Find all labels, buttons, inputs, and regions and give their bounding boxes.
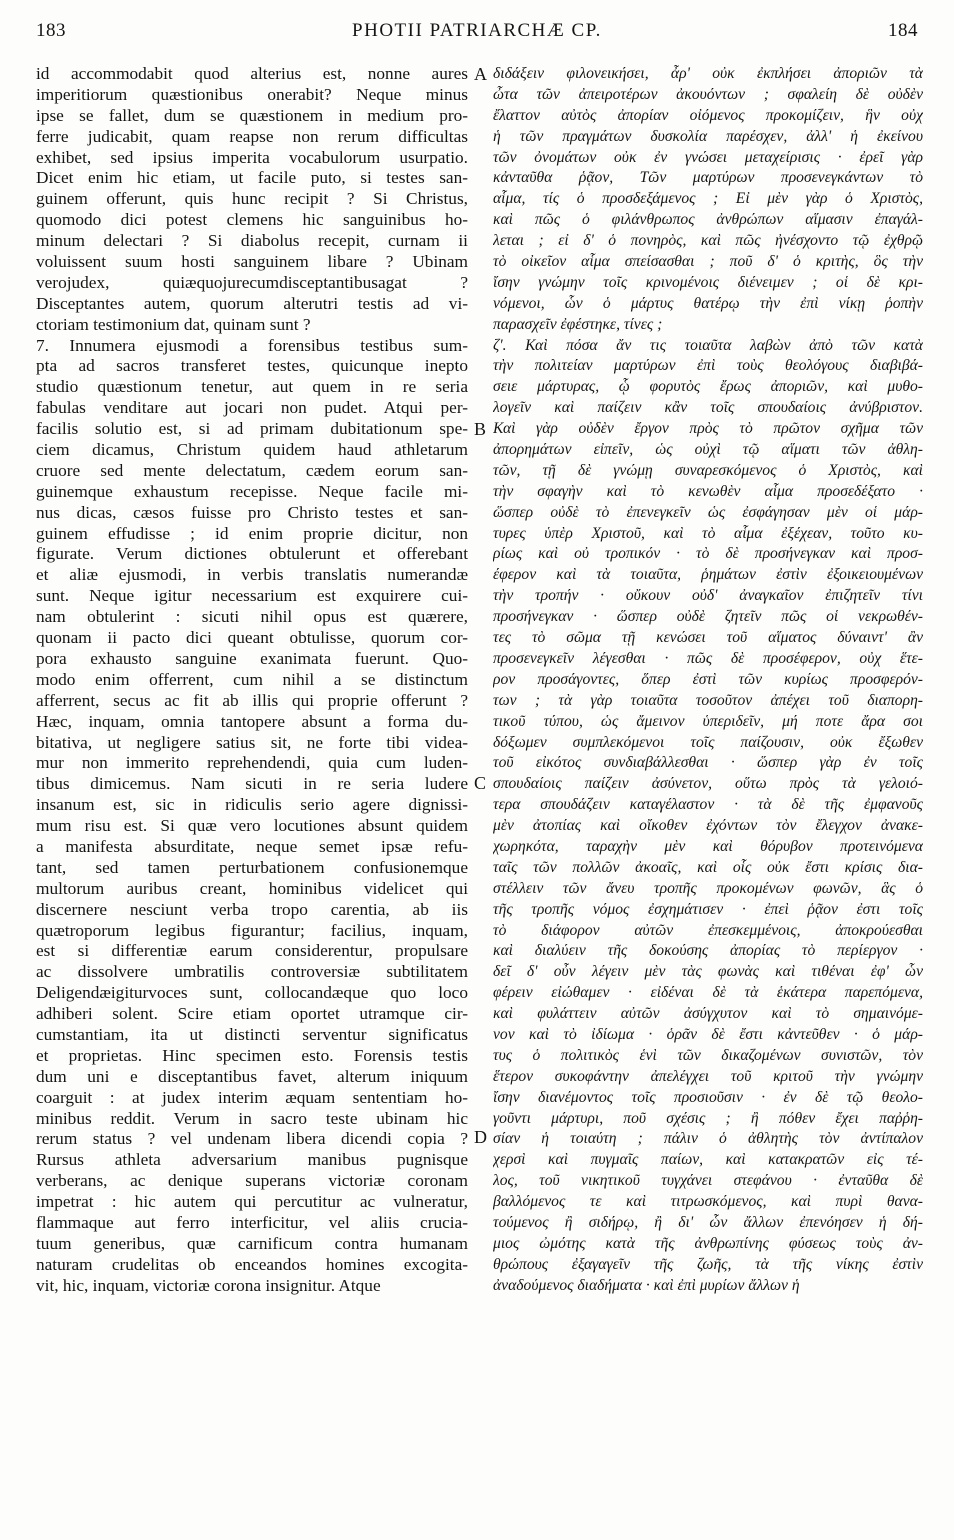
text-line: ἴσην διανέμοντος τοῖς προσιοῦσιν · ἐν δὲ τῷ θεολο-	[493, 1088, 923, 1106]
section-marker-d: D	[474, 1127, 487, 1147]
text-line: σειε μάρτυρας, ᾧ φορυτὸς ἔρως ἀποριῶν, καὶ μυθο-	[493, 378, 923, 396]
text-line: τικοῦ τύπου, ὡς ἄμεινον ὑπεριδεῖν, μή ποτε ἄρα σοι	[493, 712, 923, 730]
text-line: ipse se fallet, dum se quæstionem in medium pro-	[36, 105, 468, 125]
text-line: δόξωμεν συμπλεκόμενοι τοῖς παίζουσιν, οὐκ ἔξωθεν	[493, 733, 923, 751]
text-line: mur non immerito reprehendendi, quia cum luden-	[36, 753, 468, 773]
text-line: afferrent, secus ac fit ab illis qui proprie offerunt ?	[36, 690, 468, 710]
text-line: προσήνεγκαν · ὥσπερ οὐδὲ ζητεῖν πῶς οἱ νεκρωθέν-	[493, 608, 923, 626]
text-line: παρασχεῖν ἐφέστηκε, τίνες ;	[493, 315, 663, 333]
text-line: coarguit : at judex interim æquam sententiam ho-	[36, 1087, 468, 1107]
text-line: insanum est, sic in ridiculis serio agere dignissi-	[36, 795, 468, 815]
text-line: mum risu est. Si quæ vero locutiones absunt quidem	[36, 816, 468, 836]
text-line: cruore sed mente delectatum, cædem eorum san-	[36, 460, 468, 480]
text-line: βαλλόμενος τε καὶ τιτρωσκόμενος, καὶ πυρὶ θανα-	[493, 1193, 923, 1211]
text-line: modo enim offerrent, cum nihil a se distinctum	[36, 669, 468, 689]
text-line: τὸ διάφορον αὐτῶν ἐπεσκεμμένοις, ἀποκρούεσθαι	[493, 921, 923, 939]
text-line: τερα σπουδάζειν καταγέλαστον · τὰ δὲ τῆς ἐμφανοῦς	[493, 796, 923, 814]
text-line: ρον προσάγοντες, ὅπερ ἐστὶ τῶν κυρίως προσφερόν-	[493, 670, 923, 688]
text-line: quætroporum legibus figurantur; facilius, inquam,	[36, 920, 468, 940]
text-line: naturam crudelitas ob enceandos homines excogita-	[36, 1254, 468, 1274]
greek-column	[493, 64, 923, 1297]
text-line: ac dissolvere umbratilis controversiæ subtilitatem	[36, 962, 468, 982]
text-line: quonam ii pacto dici queant obtulisse, quorum cor-	[36, 628, 468, 648]
text-line: ἡ τῶν πραγμάτων δυσκολία παρέσχεν, ἀλλ' ἡ ἐκείνου	[493, 127, 923, 145]
text-line: ταῖς τῶν πολλῶν ἀκοαῖς, καὶ οἷς οὐκ ἔστι κρίσις δια-	[493, 858, 923, 876]
right-page-number: 184	[888, 20, 918, 41]
text-line: καὶ φυλάττειν αὐτῶν ἀσύγχυτον καὶ τὸ σημαινόμε-	[493, 1005, 923, 1023]
text-line: τοῦ εἰκότος συνδιαβάλλεσθαι · ὥσπερ γὰρ ἐν τοῖς	[493, 754, 923, 772]
text-line: ciem dicamus, Christum quidem haud athletarum	[36, 440, 468, 460]
text-line: ἀπορημάτων εἰπεῖν, ὡς οὐχὶ τῷ αἵματι τῶν ἀθλη-	[493, 441, 923, 459]
text-line: minum delectari ? Si diabolus recepit, curnam ii	[36, 231, 468, 251]
text-line: ζ'. Καὶ πόσα ἄν τις τοιαῦτα λαβὼν ἀπὸ τῶν κατὰ	[493, 336, 923, 354]
text-line: ἕτερον συκοφάντην ἀπελέγχει τοῦ κριτοῦ τὴν γνώμην	[493, 1067, 923, 1085]
text-line: a manifesta absurditate, neque semet ipsæ refu-	[36, 836, 468, 856]
text-line: ἴσην γνώμην τοῖς κρινομένοις διένειμεν ; οἱ δὲ κρι-	[493, 273, 923, 291]
text-line: τες τὸ σῶμα τῇ κενώσει τοῦ αἵματος δύναιντ' ἂν	[493, 629, 923, 647]
text-line: σίαν ἡ τοιαύτη ; πάλιν ὁ ἀθλητὴς τὸν ἀντίπαλον	[493, 1130, 923, 1148]
text-line: rerum status ? vel undenam libera dicendi copia ?	[36, 1129, 468, 1149]
page-header	[36, 20, 918, 50]
text-line: Rursus athleta adversarium manibus pugnisque	[36, 1150, 468, 1170]
text-line: sunt. Neque igitur necessarium est exquirere cui-	[36, 586, 468, 606]
text-line: έφερον καὶ τὰ τοιαῦτα, ῥημάτων ἐστὶν ἐξοικειουμένων	[493, 566, 923, 584]
text-line: μὲν ἀτοπίας καὶ οἴκοθεν ἐχόντων τὸν ἔλεγχον ἀνακε-	[493, 817, 923, 835]
text-line: καὶ διαλύειν τῆς δοκούσης ἀπορίας τὸ περίεργον ·	[493, 942, 923, 960]
text-line: κἀνταῦθα ῥᾷον, Τῶν μαρτύρων προσενεγκάντων τὸ	[493, 169, 923, 187]
text-line: δεῖ δ' οὖν λέγειν μὲν τὰς φωνὰς καὶ τιθέναι ἐφ' ὧν	[493, 963, 923, 981]
text-line: τούμενος ἢ σιδήρῳ, ἢ δι' ὧν ἄλλων ἐπενόησεν ἡ δή-	[493, 1213, 923, 1231]
text-line: Hæc, inquam, omnia tantopere absunt a forma du-	[36, 711, 468, 731]
text-line: τῶν, τῇ δὲ γνώμῃ συναρεσκόμενος ὁ Χριστὸς, καὶ	[493, 461, 923, 479]
text-line: τυς ὁ πολιτικὸς ἑνὶ τῶν δικαζομένων συνιστῶν, τὸν	[493, 1046, 923, 1064]
text-line: dum uni e disceptantibus favet, alterum iniquum	[36, 1066, 468, 1086]
text-line: ferre judicabit, quam reapse non rerum difficultas	[36, 126, 468, 146]
text-line: προσενεγκεῖν λέγεσθαι · πῶς δὲ προσέφερον, οὐχ ἕτε-	[493, 649, 923, 667]
text-line: νόμενοι, ὧν ὁ μάρτυς θατέρῳ τὴν ἐπὶ νίκῃ ῥοπὴν	[493, 294, 923, 312]
text-line: λος, τοῦ νικητικοῦ τυγχάνει στεφάνου · ἐνταῦθα δὲ	[493, 1172, 923, 1190]
text-line: guinem offerunt, quis hunc recipit ? Si Christus,	[36, 189, 468, 209]
text-line: verojudex, quiæquojurecumdisceptantibusagat ?	[36, 272, 468, 292]
text-line: tant, sed tamen perturbationem confusionemque	[36, 857, 468, 877]
text-line: flammaque aut ferro interficitur, vel aliis crucia-	[36, 1212, 468, 1232]
text-line: minibus reddit. Verum in sacro teste ubinam hic	[36, 1108, 468, 1128]
text-line: τὴν τροπήν · οὔκουν οὐδ' ἀναγκαῖον ἐπιζητεῖν τίνι	[493, 587, 923, 605]
text-line: pta ad sacros transferet testes, quicunque inepto	[36, 356, 468, 376]
text-line: Καὶ γὰρ οὐδὲν ἔργον πρὸς τὸ πρῶτον σχῆμα τῶν	[493, 420, 923, 438]
text-line: χερσὶ καὶ πυγμαῖς παίων, καὶ κατακρατῶν εἰς τέ-	[493, 1151, 923, 1169]
section-marker-a: A	[474, 64, 487, 84]
text-line: τυρες ὑπὲρ Χριστοῦ, καὶ τὸ αἷμα ἐξέχεαν, τοῦτο κυ-	[493, 524, 923, 542]
section-marker-b: B	[474, 419, 487, 439]
text-line: τὴν σφαγὴν καὶ τὸ κενωθὲν αἷμα προσεδέξατο ·	[493, 482, 923, 500]
text-line: fabulas venditare aut jocari non pudet. Atqui per-	[36, 398, 468, 418]
text-line: τὴν πολιτείαν μαρτύρων ἐπὶ τοὺς θεολόγους διαβιβά-	[493, 357, 923, 375]
text-line: ἔλαττον αὐτὸς ἀπορίαν οἰόμενος προκομίζειν, ἣν οὐχ	[493, 106, 923, 124]
text-line: 7. Innumera ejusmodi a forensibus testibus sum-	[36, 335, 468, 355]
text-line: exhibet, sed ipsius imperita vocabulorum usurpatio.	[36, 147, 468, 167]
text-line: θρώπους ἐξαγαγεῖν τῆς ζωῆς, τὰ τῆς νίκης ἐστὶν	[493, 1255, 923, 1273]
text-line: Dicet enim hic etiam, ut facile puto, si testes san-	[36, 168, 468, 188]
left-page-number: 183	[36, 20, 66, 41]
text-line: nam obtulerint : sicuti nihil opus est quærere,	[36, 607, 468, 627]
text-line: pora exhausto sanguine exanimata fuerunt. Quo-	[36, 648, 468, 668]
text-line: nus dicas, cæsos fuisse pro Christo testes et san-	[36, 502, 468, 522]
text-line: λογεῖν καὶ παίζειν κἂν τοῖς σπουδαίοις ἀνύβριστον.	[493, 399, 923, 417]
text-line: ὥσπερ οὐδὲ τὸ ἐπενεγκεῖν ὡς ἐσφάγησαν μὲν οἱ μάρ-	[493, 503, 923, 521]
text-line: ὦτα τῶν ἀπειροτέρων ἀκουόντων ; σφαλείη δὲ οὐδὲν	[493, 85, 923, 103]
text-line: vit, hic, inquam, victoriæ corona insignitur. Atque	[36, 1275, 381, 1295]
text-line: Disceptantes autem, quorum alterutri testis ad vi-	[36, 293, 468, 313]
text-line: voluissent suum hosti sanguinem libare ? Ubinam	[36, 252, 468, 272]
text-line: discernere nesciunt verba tropo carentia, ab iis	[36, 899, 468, 919]
text-line: φέρειν εἰώθαμεν · εἰδέναι δὲ τὰ ἑκάτερα παρεπόμενα,	[493, 984, 923, 1002]
text-line: των ; τὰ γὰρ τοιαῦτα τοσοῦτον ἀπέχει τοῦ διαπορη-	[493, 691, 923, 709]
text-line: τὸ οἰκεῖον αἷμα σπείσασθαι ; ποῦ δ' ὁ κριτὴς, ὃς τὴν	[493, 253, 923, 271]
text-line: ctoriam testimonium dat, quinam sunt ?	[36, 314, 311, 334]
latin-column	[36, 64, 468, 1297]
text-line: guinemque exhaustum recepisse. Neque facile mi-	[36, 481, 468, 501]
text-line: id accommodabit quod alterius est, nonne aures	[36, 64, 468, 83]
text-line: est si differentiæ earum considerentur, propulsare	[36, 941, 468, 961]
text-line: στέλλειν τῶν ἄνευ τροπῆς προκομένων φωνῶν, ἃς ὁ	[493, 879, 923, 897]
text-line: et aliæ ejusmodi, in verbis translatis numerandæ	[36, 565, 468, 585]
text-line: ἀναδούμενος διαδήματα · καὶ ἐπὶ μυρίων ἄλλων ἡ	[493, 1276, 800, 1294]
text-line: τῆς τροπῆς νόμος ἐσχημάτισεν · ἐπεὶ ῥᾷον ἐστι τοῖς	[493, 900, 923, 918]
text-line: cumstantiam, ita ut distincti serventur significatus	[36, 1024, 468, 1044]
text-line: αἷμα, τίς ὁ προσδεξάμενος ; Εἰ μὲν γὰρ ὁ Χριστὸς,	[493, 190, 923, 208]
text-line: impetrat : hic autem qui percutitur ac vulneratur,	[36, 1192, 468, 1212]
text-line: tuum generibus, quæ carnificum contra humanam	[36, 1233, 468, 1253]
text-line: ρίως καὶ οὐ τροπικόν · τὸ δὲ προσήνεγκαν καὶ προσ-	[493, 545, 923, 563]
text-line: νον καὶ τὸ ἰδίωμα · ὁρᾶν δὲ ἔστι κἀντεῦθεν · ὁ μάρ-	[493, 1025, 923, 1043]
text-line: multorum auribus creant, hominibus videlicet qui	[36, 878, 468, 898]
section-marker-c: C	[474, 773, 487, 793]
text-line: σπουδαίοις παίζειν ἀσύνετον, οὕτω πρὸς τὰ γελοιό-	[493, 775, 923, 793]
text-line: bitativa, ut negligere satius sit, ne forte tibi videa-	[36, 732, 468, 752]
text-line: λεται ; εἰ δ' ὁ πονηρὸς, καὶ πῶς ἠνέσχοντο τῷ ἐχθρῷ	[493, 232, 923, 250]
text-line: verberans, ac denique superans victoriæ coronam	[36, 1171, 468, 1191]
text-line: tibus dimicemus. Nam sicuti in re seria ludere	[36, 774, 468, 794]
text-line: facilis solutio est, si ad primam dubitationum spe-	[36, 419, 468, 439]
text-line: et proprietas. Hinc specimen esto. Forensis testis	[36, 1045, 468, 1065]
text-line: γοῦντι μάρτυρι, ποῦ σχέσις ; ἢ πόθεν ἔχει παῤῥη-	[493, 1109, 923, 1127]
text-line: adhiberi solent. Scire etiam oportet utramque cir-	[36, 1004, 468, 1024]
text-line: imperitiorum quæstionibus onerabit? Neque minus	[36, 84, 468, 104]
text-line: guinem effudisse ; id enim proprie dicitur, non	[36, 523, 468, 543]
text-line: χωρηκότα, ταραχὴν μὲν καὶ θόρυβον προτεινόμενα	[493, 837, 923, 855]
running-title: PHOTII PATRIARCHÆ CP.	[352, 20, 602, 41]
text-line: διδάξειν φιλονεικήσει, ἆρ' οὐκ ἐκπλήσει ἀποριῶν τὰ	[493, 65, 923, 82]
text-line: καὶ πῶς ὁ φιλάνθρωπος ἀνθρώπων αἵμασιν ἐπαγάλ-	[493, 211, 923, 229]
text-line: quomodo dici potest clemens hic sanguinibus ho-	[36, 210, 468, 230]
text-line: τῶν ὀνομάτων οὐκ ἐν γνώσει μεταχείρισις · ἐρεῖ γὰρ	[493, 148, 923, 166]
text-line: Deligendæigiturvoces sunt, collocandæque quo loco	[36, 983, 468, 1003]
text-line: μιος ὠμότης κατὰ τῆς ἀνθρωπίνης φύσεως τοὺς ἀν-	[493, 1234, 923, 1252]
text-line: figurate. Verum dictiones obtulerunt et offerebant	[36, 544, 468, 564]
text-line: studio quæstionum tenetur, aut quem in re seria	[36, 377, 468, 397]
